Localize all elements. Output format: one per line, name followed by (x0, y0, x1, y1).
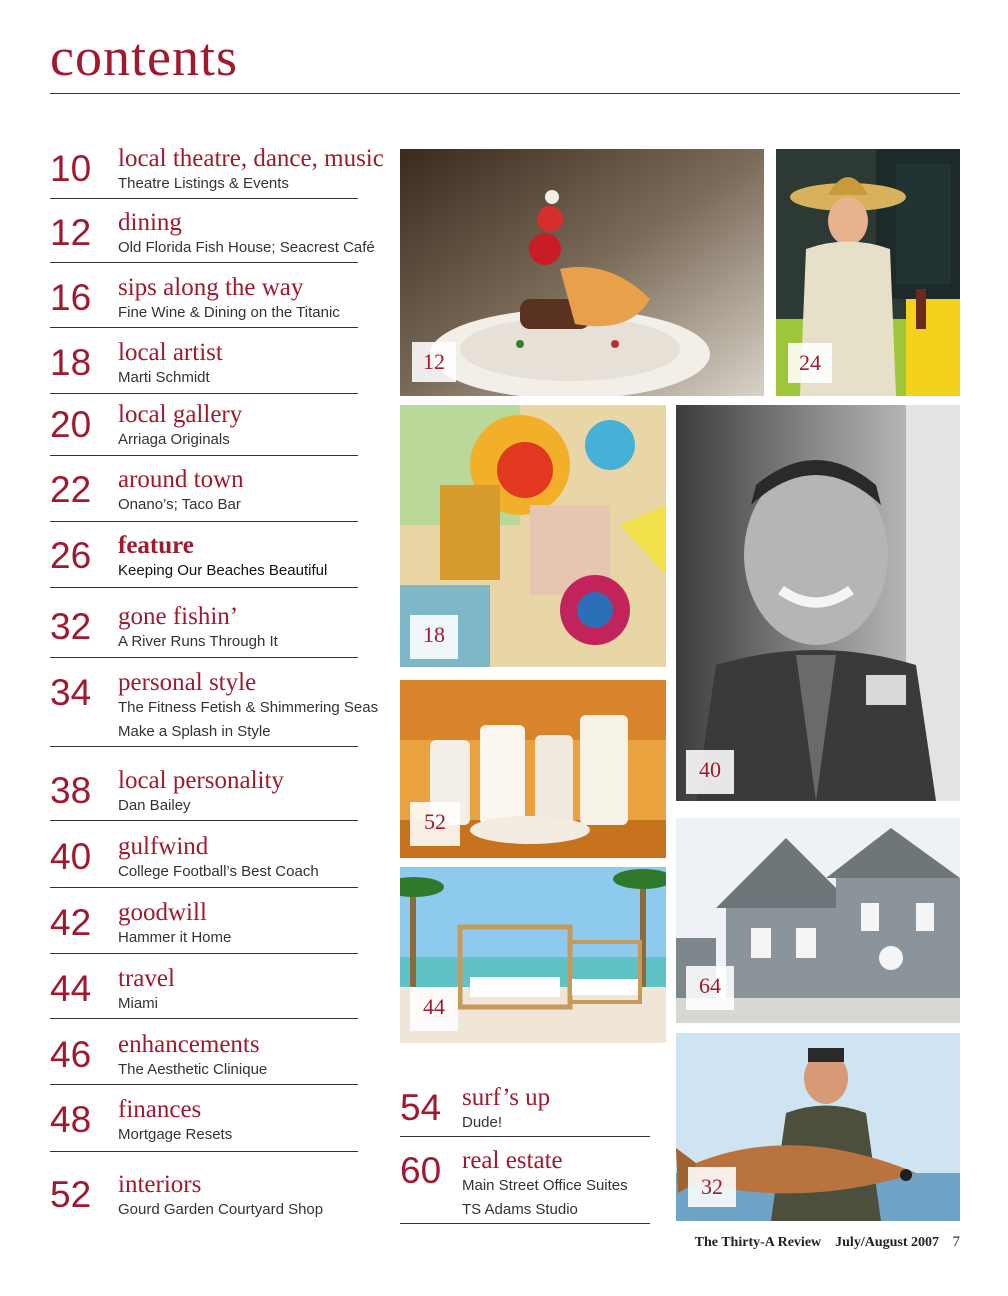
section-title: feature (118, 532, 194, 559)
section-subtitle: Make a Splash in Style (118, 723, 271, 740)
entry-divider (50, 820, 358, 821)
section-subtitle: Onano’s; Taco Bar (118, 496, 241, 513)
page-number: 34 (50, 672, 92, 713)
page-number-footer: 7 (952, 1234, 960, 1250)
entry-divider (50, 887, 358, 888)
page-number: 42 (50, 902, 92, 943)
entry-divider (50, 198, 358, 199)
page-number: 54 (400, 1087, 442, 1128)
section-title: interiors (118, 1171, 202, 1198)
page-number: 10 (50, 148, 92, 189)
photo-dining[interactable] (400, 149, 764, 396)
photo-page-label: 40 (686, 750, 734, 794)
page-number: 12 (50, 212, 92, 253)
page-number: 46 (50, 1034, 92, 1075)
section-subtitle: Mortgage Resets (118, 1126, 233, 1143)
entry-divider (50, 262, 358, 263)
section-title: surf’s up (462, 1084, 551, 1111)
page-number: 38 (50, 770, 92, 811)
page-title: contents (50, 27, 238, 87)
section-title: goodwill (118, 899, 207, 926)
page-number: 16 (50, 277, 92, 318)
photo-gone-fishin[interactable] (676, 1033, 960, 1221)
publication-name: The Thirty-A Review (694, 1235, 822, 1250)
page-number: 44 (50, 968, 92, 1009)
page-number: 26 (50, 535, 92, 576)
section-subtitle: TS Adams Studio (462, 1201, 578, 1218)
section-title: sips along the way (118, 274, 304, 301)
photo-around-town[interactable] (776, 149, 960, 396)
section-title: finances (118, 1096, 202, 1123)
photo-travel[interactable] (400, 867, 666, 1043)
entry-divider (50, 455, 358, 456)
section-title: gulfwind (118, 833, 209, 860)
issue-date: July/August 2007 (835, 1235, 939, 1250)
entry-divider (400, 1223, 650, 1224)
photo-real-estate[interactable] (676, 818, 960, 1023)
entry-divider (50, 657, 358, 658)
section-subtitle: Arriaga Originals (118, 431, 230, 448)
section-subtitle: The Aesthetic Clinique (118, 1061, 268, 1078)
entry-divider (50, 587, 358, 588)
section-title: local personality (118, 767, 284, 794)
section-title: around town (118, 466, 244, 493)
page-number: 18 (50, 342, 92, 383)
section-title: gone fishin’ (118, 603, 239, 630)
section-title: travel (118, 965, 175, 992)
page-number: 32 (50, 606, 92, 647)
photo-page-label: 32 (688, 1167, 736, 1207)
section-title: local artist (118, 339, 223, 366)
section-subtitle: The Fitness Fetish & Shimmering Seas (118, 699, 379, 716)
section-subtitle: Theatre Listings & Events (118, 175, 289, 192)
section-subtitle: Keeping Our Beaches Beautiful (118, 562, 328, 579)
photo-page-label: 44 (410, 987, 458, 1031)
photo-gulfwind[interactable] (676, 405, 960, 801)
page-number: 48 (50, 1099, 92, 1140)
section-title: personal style (118, 669, 257, 696)
section-title: local gallery (118, 401, 243, 428)
entry-divider (50, 1018, 358, 1019)
page-number: 40 (50, 836, 92, 877)
section-subtitle: Dan Bailey (118, 797, 191, 814)
entry-divider (50, 393, 358, 394)
entry-divider (400, 1136, 650, 1137)
page-number: 52 (50, 1174, 92, 1215)
entry-divider (50, 521, 358, 522)
page-number: 60 (400, 1150, 442, 1191)
section-subtitle: Main Street Office Suites (462, 1177, 628, 1194)
section-title: real estate (462, 1147, 563, 1174)
section-subtitle: Old Florida Fish House; Seacrest Café (118, 239, 375, 256)
title-divider (50, 93, 960, 94)
page-number: 20 (50, 404, 92, 445)
section-subtitle: Gourd Garden Courtyard Shop (118, 1201, 324, 1218)
photo-page-label: 64 (686, 966, 734, 1010)
photo-page-label: 24 (788, 343, 832, 383)
photo-page-label: 52 (410, 802, 460, 846)
section-title: enhancements (118, 1031, 260, 1058)
entry-divider (50, 327, 358, 328)
section-subtitle: College Football’s Best Coach (118, 863, 319, 880)
section-subtitle: Fine Wine & Dining on the Titanic (118, 304, 340, 321)
section-subtitle: Hammer it Home (118, 929, 232, 946)
entry-divider (50, 746, 358, 747)
entry-divider (50, 1151, 358, 1152)
section-title: dining (118, 209, 182, 236)
section-subtitle: Miami (118, 995, 158, 1012)
photo-local-artist[interactable] (400, 405, 666, 667)
section-title: local theatre, dance, music (118, 145, 384, 172)
section-subtitle: Dude! (462, 1114, 503, 1131)
photo-page-label: 12 (412, 342, 456, 382)
page-number: 22 (50, 469, 92, 510)
entry-divider (50, 953, 358, 954)
entry-divider (50, 1084, 358, 1085)
photo-interiors[interactable] (400, 680, 666, 858)
section-subtitle: A River Runs Through It (118, 633, 278, 650)
section-subtitle: Marti Schmidt (118, 369, 210, 386)
page-footer (695, 1234, 960, 1251)
photo-page-label: 18 (410, 615, 458, 659)
